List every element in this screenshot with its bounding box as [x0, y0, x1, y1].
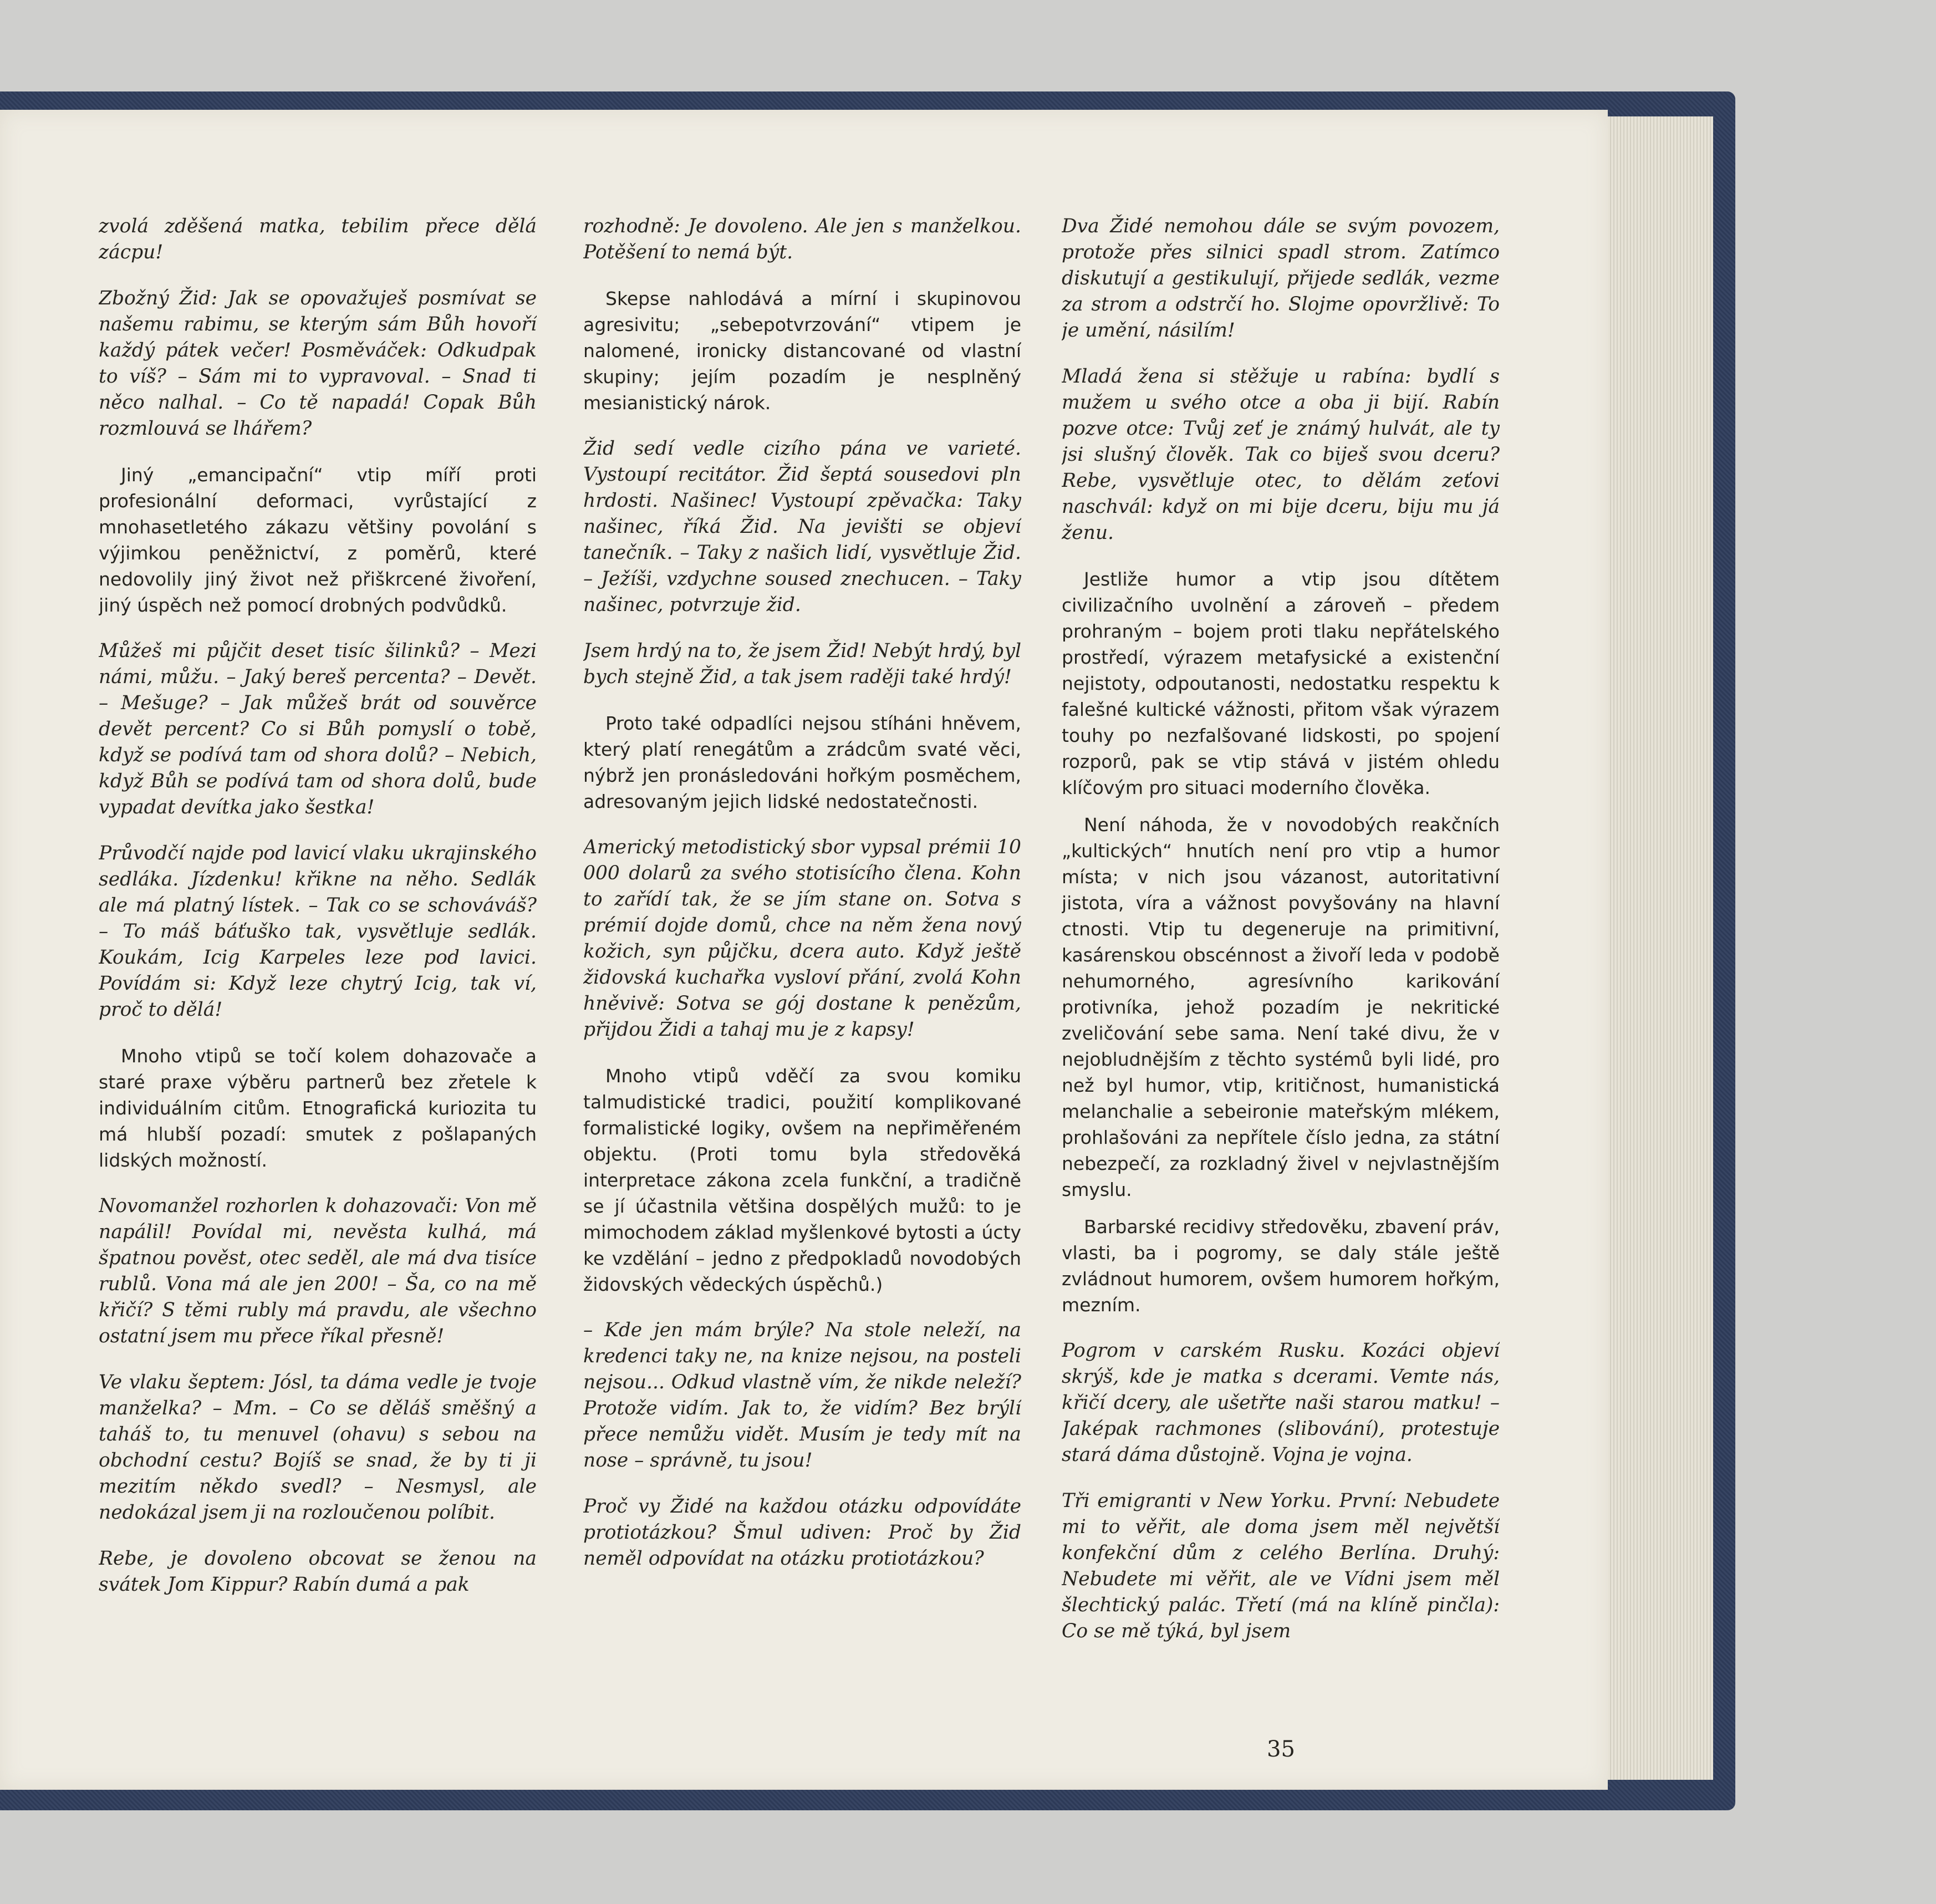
paragraph: Jsem hrdý na to, že jsem Žid! Nebýt hrdý, byl bych stejně Žid, a tak jsem raději také hrdý!	[583, 640, 1021, 688]
paragraph: Jiný „emancipační“ vtip míří proti profesionální deformaci, vyrůstající z mnohasetletého zákazu většiny povolání s výjimkou peněžnictví, z poměrů, které nedovolily jiný život než přiškrcené živoření, jiný úspěch než pomocí drobných podvůdků.	[99, 464, 537, 616]
paragraph: Není náhoda, že v novodobých reakčních „kultických“ hnutích není pro vtip a humor místa; v nich jsou vázanost, autoritativní jistota, víra a vážnost povyšovány na hlavní ctnosti. Vtip tu degeneruje na primitivní, kasárenskou obscénnost a živoří leda v podobě nehumorného, agresívního karikování protivníka, jehož pozadím je nekritické zveličování sebe sama. Není také divu, že v nejobludnějším z těchto systémů byli lidé, pro než byl humor, vtip, kritičnost, humanistická melanchalie a sebeironie mateřským mlékem, prohlašováni za nepřítele číslo jedna, za státní nebezpečí, za rozkladný živel v nejvlastnějším smyslu.	[1062, 814, 1500, 1200]
paragraph: Americký metodistický sbor vypsal prémii 10 000 dolarů za svého stotisícího člena. Kohn to zařídí tak, že se jím stane on. Sotva s prémií dojde domů, chce na něm žena nový kožich, syn půjčku, dcera auto. Když ještě židovská kuchařka vysloví přání, zvolá Kohn hněvivě: Sotva se gój dostane k penězům, přijdou Židi a tahaj mu je z kapsy!	[583, 836, 1021, 1041]
paragraph: Mnoho vtipů vděčí za svou komiku talmudistické tradici, použití komplikované formalistické logiky, ovšem na nepřiměřeném objektu. (Proti tomu byla středověká interpretace zákona zcela funkční, a tradičně se jí účastnila většina dospělých mužů: to je mimochodem základ myšlenkové bytosti a úcty ke vzdělání – jedno z předpokladů novodobých židovských vědeckých úspěchů.)	[583, 1065, 1021, 1295]
paragraph: – Kde jen mám brýle? Na stole neleží, na kredenci taky ne, na knize nejsou, na posteli nejsou... Odkud vlastně vím, že nikde neleží? Protože vidím. Jak to, že vidím? Bez brýlí přece nemůžu vidět. Musím je tedy mít na nose – správně, tu jsou!	[583, 1319, 1021, 1472]
paragraph: Dva Židé nemohou dále se svým povozem, protože přes silnici spadl strom. Zatímco diskutují a gestikulují, přijede sedlák, vezme za strom a odstrčí ho. Slojme opovržlivě: To je umění, násilím!	[1062, 215, 1500, 342]
paragraph: Mladá žena si stěžuje u rabína: bydlí s mužem u svého otce a oba ji bijí. Rabín pozve otce: Tvůj zeť je známý hulvát, ale ty jsi slušný člověk. Tak co biješ svou dceru? Rebe, vysvětluje otec, to dělám zeťovi naschvál: když on mi bije dceru, biju mu já ženu.	[1062, 365, 1500, 544]
text-column-3	[1062, 213, 1500, 1744]
paragraph: Ve vlaku šeptem: Jósl, ta dáma vedle je tvoje manželka? – Mm. – Co se děláš směšný a taháš to, tu menuvel (ohavu) s sebou na obchodní cestu? Bojíš se snad, že by ti ji mezitím někdo svedl? – Nesmysl, ale nedokázal jsem ji na rozloučenou políbit.	[99, 1371, 537, 1524]
paragraph: Zbožný Žid: Jak se opovažuješ posmívat se našemu rabimu, se kterým sám Bůh hovoří každý pátek večer! Posměváček: Odkudpak to víš? – Sám mi to vypravoval. – Snad ti něco nalhal. – Co tě napadá! Copak Bůh rozmlouvá se lhářem?	[99, 287, 537, 440]
paragraph: Pogrom v carském Rusku. Kozáci objeví skrýš, kde je matka s dcerami. Vemte nás, křičí dcery, ale ušetřte naši starou matku! – Jaképak rachmones (slibování), protestuje stará dáma důstojně. Vojna je vojna.	[1062, 1340, 1500, 1466]
paragraph: Jestliže humor a vtip jsou dítětem civilizačního uvolnění a zároveň – předem prohraným – bojem proti tlaku nepřátelského prostředí, výrazem metafysické a existenční nejistoty, odpoutanosti, nedostatku respektu k falešné kultické vážnosti, přitom však výrazem touhy po nezfalšované lidskosti, po spojení rozporů, pak se vtip stává v jistém ohledu klíčovým pro situaci moderního člověka.	[1062, 568, 1500, 798]
page-edges	[1608, 116, 1713, 1780]
paragraph: Proto také odpadlíci nejsou stíháni hněvem, který platí renegátům a zrádcům svaté věci, nýbrž jen pronásledováni hořkým posměchem, adresovaným jejich lidské nedostatečnosti.	[583, 712, 1021, 812]
paragraph: Žid sedí vedle cizího pána ve varieté. Vystoupí recitátor. Žid šeptá sousedovi pln hrdosti. Našinec! Vystoupí zpěvačka: Taky našinec, říká Žid. Na jevišti se objeví tanečník. – Taky z našich lidí, vysvětluje Žid. – Ježíši, vzdychne soused znechucen. – Taky našinec, potvrzuje žid.	[583, 437, 1021, 616]
text-column-2	[583, 213, 1021, 1744]
paragraph: rozhodně: Je dovoleno. Ale jen s manželkou. Potěšení to nemá být.	[583, 215, 1021, 263]
paragraph: Tři emigranti v New Yorku. První: Nebudete mi to věřit, ale doma jsem měl největší konfekční dům z celého Berlína. Druhý: Nebudete mi věřit, ale ve Vídni jsem měl šlechtický palác. Třetí (má na klíně pinčla): Co se mě týká, byl jsem	[1062, 1490, 1500, 1642]
paragraph: Mnoho vtipů se točí kolem dohazovače a staré praxe výběru partnerů bez zřetele k individuálním citům. Etnografická kuriozita tu má hlubší pozadí: smutek z pošlapaných lidských možností.	[99, 1045, 537, 1171]
paragraph: Rebe, je dovoleno obcovat se ženou na svátek Jom Kippur? Rabín dumá a pak	[99, 1547, 537, 1596]
paragraph: Můžeš mi půjčit deset tisíc šilinků? – Mezi námi, můžu. – Jaký bereš percenta? – Devět. – Mešuge? – Jak můžeš brát od souvěrce devět percent? Co si Bůh pomyslí o tobě, když se podívá tam od shora dolů? – Nebich, když Bůh se podívá tam od shora dolů, bude vypadat devítka jako šestka!	[99, 640, 537, 818]
paragraph: Novomanžel rozhorlen k dohazovači: Von mě napálil! Povídal mi, nevěsta kulhá, má špatnou pověst, otec seděl, ale má dva tisíce rublů. Vona má ale jen 200! – Ša, co na mě křičí? S těmi rubly má pravdu, ale všechno ostatní jsem mu přece říkal přesně!	[99, 1195, 537, 1347]
page-number: 35	[1267, 1737, 1295, 1762]
paragraph: Průvodčí najde pod lavicí vlaku ukrajinského sedláka. Jízdenku! křikne na něho. Sedlák ale má platný lístek. – Tak co se schováváš? – To máš báťuško tak, vysvětluje sedlák. Koukám, Icig Karpeles leze pod lavici. Povídám si: Když leze chytrý Icig, tak ví, proč to dělá!	[99, 842, 537, 1021]
paragraph: zvolá zděšená matka, tebilim přece dělá zácpu!	[99, 215, 537, 263]
text-column-1	[99, 213, 537, 1744]
paragraph: Proč vy Židé na každou otázku odpovídáte protiotázkou? Šmul udiven: Proč by Žid neměl odpovídat na otázku protiotázkou?	[583, 1495, 1021, 1570]
paragraph: Skepse nahlodává a mírní i skupinovou agresivitu; „sebepotvrzování“ vtipem je nalomené, ironicky distancované od vlastní skupiny; jejím pozadím je nesplněný mesianistický nárok.	[583, 288, 1021, 414]
paragraph: Barbarské recidivy středověku, zbavení práv, vlasti, ba i pogromy, se daly stále ještě zvládnout humorem, ovšem humorem hořkým, mezním.	[1062, 1216, 1500, 1316]
